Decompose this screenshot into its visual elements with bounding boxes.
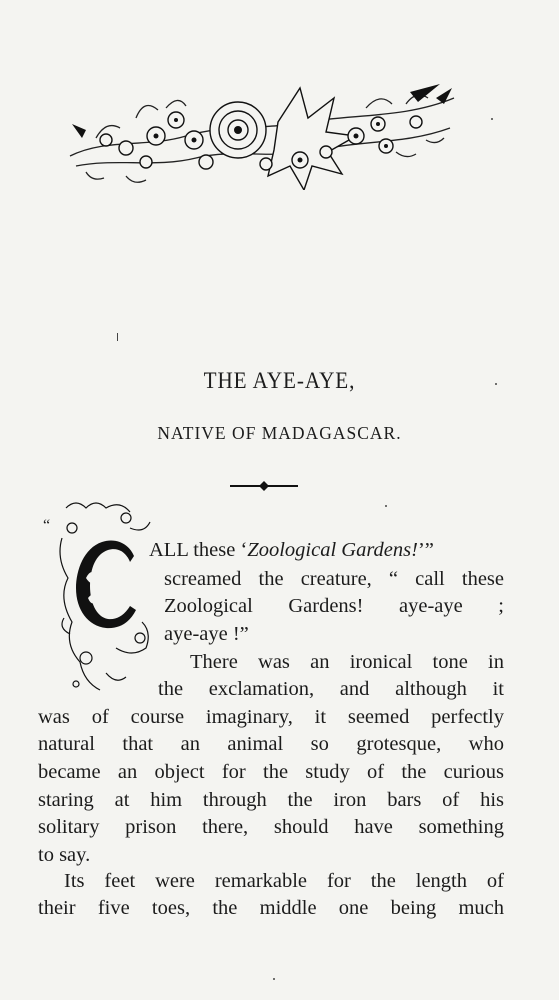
text-span: ALL these ‘ [149, 539, 248, 561]
paper-speck [491, 118, 493, 120]
paper-speck [495, 383, 497, 385]
text-line: staring at him through the iron bars of his [38, 789, 504, 811]
text-line: aye-aye !” [164, 623, 249, 645]
text-line: natural that an animal so grotesque, who [38, 733, 504, 755]
paper-speck [117, 333, 118, 341]
text-line: solitary prison there, should have something [38, 816, 504, 838]
text-line: the exclamation, and although it [158, 678, 504, 700]
text-line: became an object for the study of the curious [38, 761, 504, 783]
text-line: Its feet were remarkable for the length of [64, 870, 504, 892]
paper-speck [273, 978, 275, 980]
text-line [149, 540, 434, 561]
opening-quote-mark: “ [43, 517, 51, 534]
chapter-title: THE AYE-AYE, [203, 368, 356, 393]
text-line: to say. [38, 844, 91, 866]
text-line: There was an ironical tone in [190, 651, 504, 673]
text-line: screamed the creature, “ call these [164, 568, 504, 590]
paper-speck [385, 505, 387, 507]
text-line: their five toes, the middle one being much [38, 897, 504, 919]
chapter-subtitle: NATIVE OF MADAGASCAR. [157, 423, 402, 443]
text-span: ’” [417, 539, 434, 561]
text-line: was of course imaginary, it seemed perfectly [38, 706, 504, 728]
divider-ornament-icon [228, 479, 300, 493]
floral-ornament-icon [66, 78, 458, 190]
text-line: Zoological Gardens! aye-aye ; [164, 595, 504, 617]
italic-text: Zoological Gardens! [247, 539, 418, 561]
decorated-initial-letter [56, 498, 156, 693]
